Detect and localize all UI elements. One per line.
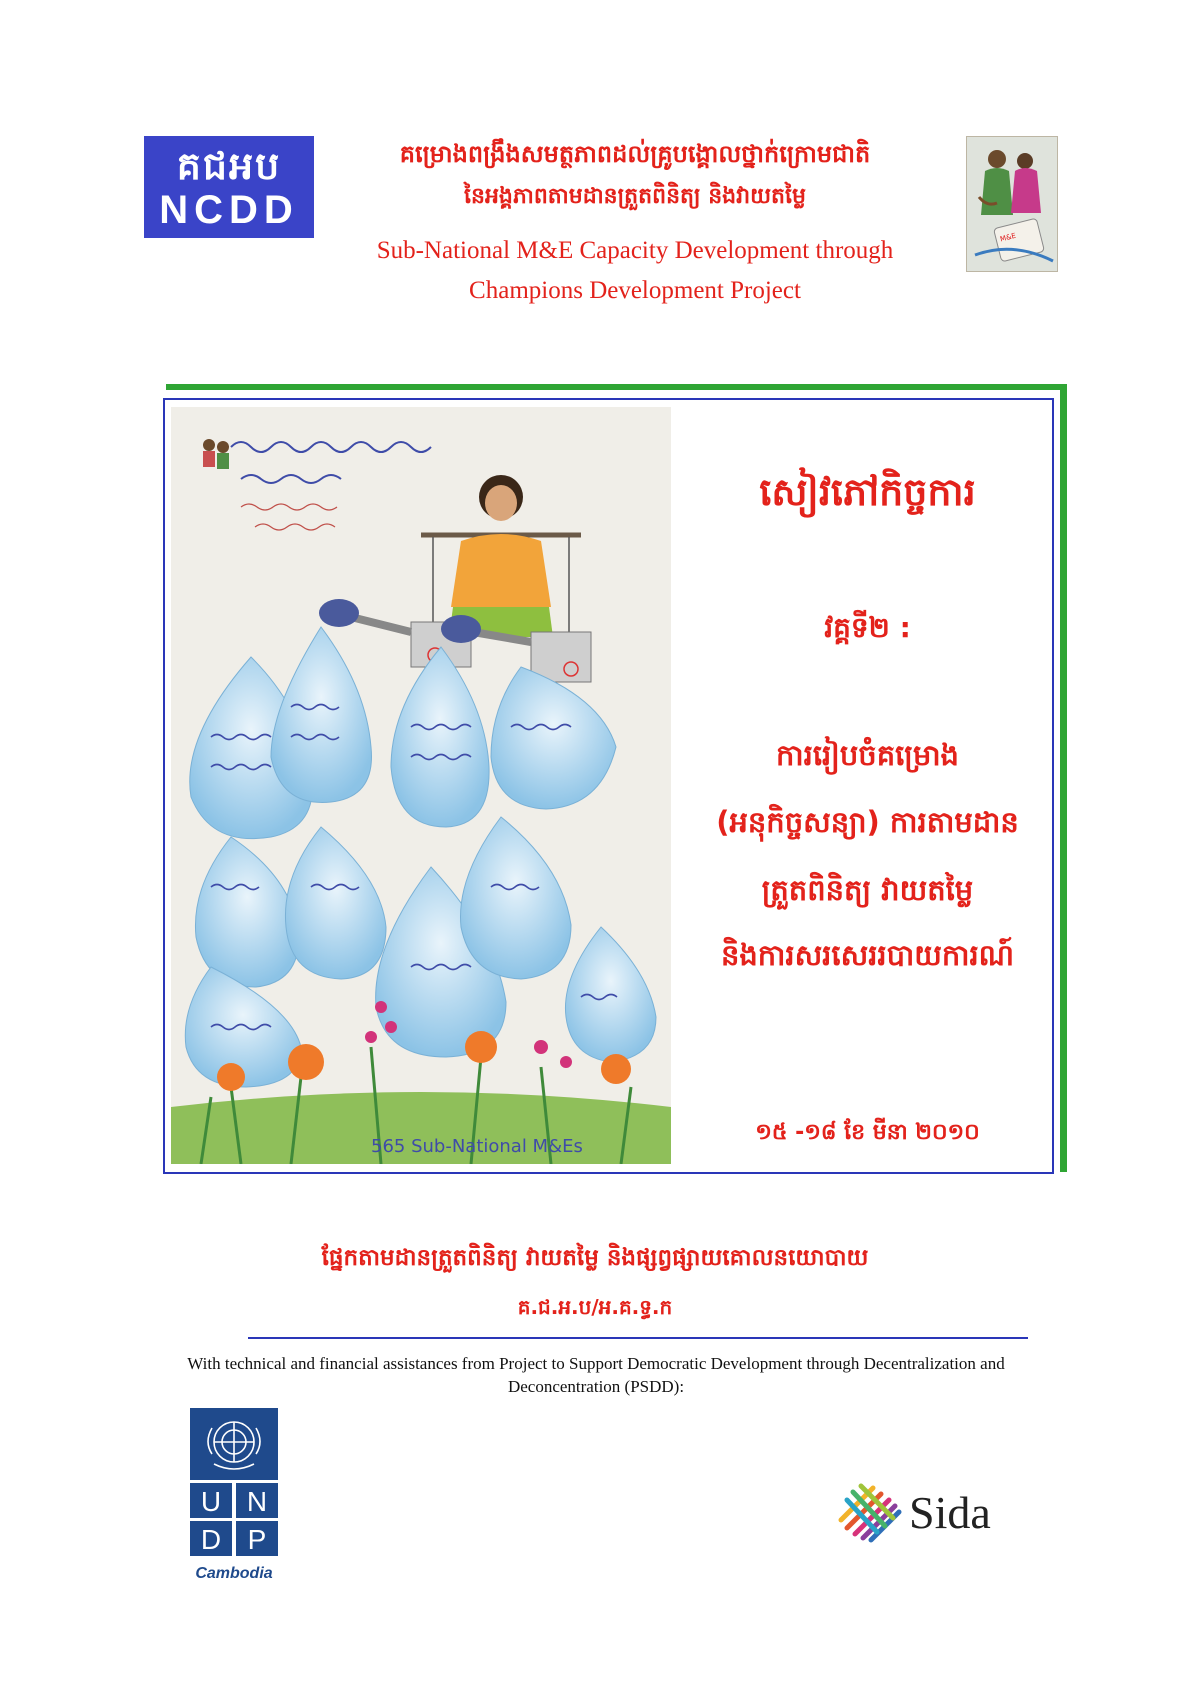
- undp-logo: [190, 1408, 278, 1586]
- undp-letter-n: N: [246, 1486, 268, 1517]
- assistance-statement: With technical and financial assistances from Project to Support Democratic Development through Decentralization and Deconcentration (PSDD):: [187, 1354, 1005, 1396]
- header-english-title-1: Sub-National M&E Capacity Development through: [376, 237, 894, 264]
- sida-logo: [833, 1470, 1033, 1550]
- frame-green-right-border: [1060, 384, 1067, 1172]
- header-khmer-title-1: គម្រោងពង្រឹងសមត្ថភាពដល់គ្រូបង្គោលថ្នាក់ក្រោមជាតិ: [399, 140, 871, 168]
- ncdd-logo-khmer-text: គជអប: [176, 144, 282, 188]
- undp-caption: Cambodia: [195, 1565, 273, 1582]
- subject-line-3: ត្រួតពិនិត្យ វាយតម្លៃ: [761, 873, 974, 907]
- ncdd-logo: [144, 136, 314, 238]
- subject-line-4: និងការសរសេររបាយការណ៍: [720, 938, 1015, 972]
- department-abbreviation: គ.ជ.អ.ប/អ.គ.ទ្ធ.ក: [517, 1295, 673, 1319]
- undp-letter-d: D: [200, 1524, 222, 1555]
- module-label: វគ្គទី២ :: [824, 611, 911, 644]
- subject-line-2: (អនុកិច្ចសន្យា) ការតាមដាន: [716, 805, 1019, 839]
- header-khmer-title-2: នៃអង្គភាពតាមដានត្រួតពិនិត្យ និងវាយតម្លៃ: [464, 184, 806, 209]
- department-name: ផ្នែកតាមដានត្រួតពិនិត្យ វាយតម្លៃ និងផ្សព្វផ្សាយគោលនយោបាយ: [321, 1245, 869, 1271]
- footer-divider: [248, 1337, 1028, 1339]
- illustration-caption: 565 Sub-National M&Es: [371, 1136, 583, 1157]
- sida-wordmark: Sida: [909, 1487, 991, 1538]
- svg-text:M&E: M&E: [999, 231, 1017, 244]
- subject-line-1: ការរៀបចំគម្រោង: [776, 738, 959, 772]
- undp-letter-u: U: [200, 1486, 222, 1517]
- frame-green-top-border: [166, 384, 1066, 390]
- undp-letter-p: P: [247, 1524, 267, 1555]
- ncdd-logo-latin-text: NCDD: [159, 188, 299, 232]
- sida-mark-icon: [841, 1486, 899, 1540]
- cover-illustration: [171, 407, 671, 1164]
- document-date: ១៥ -១៨ ខែ មីនា ២០១០: [755, 1120, 980, 1145]
- document-title: សៀវភៅកិច្ចការ: [759, 470, 976, 514]
- header-english-title-2: Champions Development Project: [469, 277, 801, 304]
- project-badge-image: [966, 136, 1058, 272]
